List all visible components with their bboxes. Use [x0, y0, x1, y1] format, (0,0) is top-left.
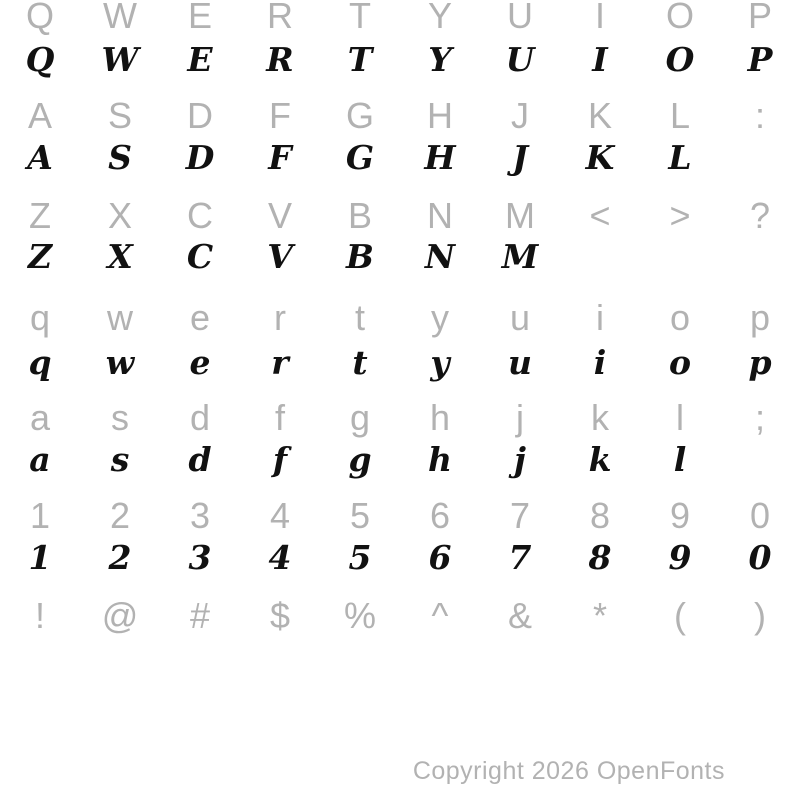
reference-char: k [591, 397, 609, 438]
script-glyph-char: Q [25, 40, 55, 79]
script-glyph-row [0, 343, 800, 383]
reference-char: P [747, 0, 772, 36]
reference-char: O [665, 0, 694, 36]
script-glyph-char: a [29, 440, 51, 479]
reference-char: w [107, 297, 133, 338]
script-glyph-char: T [347, 40, 373, 79]
reference-char: * [592, 595, 607, 636]
reference-char: # [189, 595, 211, 636]
script-glyph-char: X [107, 237, 133, 276]
script-glyph-char: 0 [748, 538, 772, 577]
reference-char: M [505, 195, 535, 236]
script-glyph-char: l [673, 440, 687, 479]
script-glyph-char: K [585, 138, 615, 177]
reference-char: H [427, 95, 453, 136]
reference-char: 0 [749, 495, 771, 536]
script-glyph-char: 6 [428, 538, 452, 577]
script-glyph-char: t [352, 343, 368, 382]
script-glyph-char: d [188, 440, 212, 479]
script-glyph-char: Z [27, 237, 53, 276]
reference-char-row [0, 196, 800, 236]
script-glyph-char: 1 [28, 538, 52, 577]
script-glyph-row [0, 440, 800, 480]
script-glyph-row [0, 237, 800, 277]
reference-char: 5 [349, 495, 371, 536]
reference-char: I [594, 0, 605, 36]
reference-char: V [267, 195, 292, 236]
script-glyph-row [0, 138, 800, 178]
script-glyph-char [720, 138, 800, 178]
copyright-text: Copyright 2026 OpenFonts [412, 757, 725, 785]
script-glyph-char: y [430, 343, 450, 382]
script-glyph-char: G [345, 138, 375, 177]
reference-char-row [0, 596, 800, 636]
script-glyph-char: W [101, 40, 139, 79]
script-glyph-char: f [272, 440, 288, 479]
reference-char: e [189, 297, 211, 338]
reference-char: X [107, 195, 132, 236]
reference-char: p [749, 297, 771, 338]
reference-char: ^ [431, 595, 449, 636]
reference-char: D [187, 95, 213, 136]
reference-char: ? [749, 195, 771, 236]
reference-char: Y [427, 0, 452, 36]
reference-char: U [507, 0, 533, 36]
script-glyph-char [640, 237, 720, 277]
reference-char: A [27, 95, 52, 136]
reference-char: a [29, 397, 51, 438]
reference-char: & [507, 595, 532, 636]
reference-char: o [669, 297, 691, 338]
reference-char: C [187, 195, 213, 236]
script-glyph-char: C [186, 237, 214, 276]
reference-char: d [189, 397, 211, 438]
script-glyph-char: r [271, 343, 289, 382]
reference-char: j [516, 397, 524, 438]
script-glyph-char: 5 [348, 538, 372, 577]
reference-char: : [754, 95, 765, 136]
script-glyph-char [720, 440, 800, 480]
script-glyph-char: P [747, 40, 773, 79]
script-glyph-char: M [501, 237, 539, 276]
reference-char: T [349, 0, 371, 36]
reference-char: R [267, 0, 293, 36]
script-glyph-char: p [748, 343, 772, 382]
reference-char: f [274, 397, 285, 438]
reference-char: y [431, 297, 449, 338]
script-glyph-char: D [185, 138, 215, 177]
script-glyph-char: 4 [268, 538, 292, 577]
script-glyph-char: 3 [188, 538, 212, 577]
reference-char: B [347, 195, 372, 236]
script-glyph-char: R [266, 40, 294, 79]
script-glyph-char: h [428, 440, 452, 479]
script-glyph-char: u [508, 343, 532, 382]
reference-char: 8 [589, 495, 611, 536]
reference-char: Z [29, 195, 51, 236]
reference-char: L [669, 95, 691, 136]
reference-char: G [345, 95, 374, 136]
script-glyph-char: 7 [508, 538, 532, 577]
script-glyph-char: L [668, 138, 692, 177]
reference-char: ( [674, 595, 686, 636]
reference-char: g [349, 397, 371, 438]
script-glyph-char: B [346, 237, 374, 276]
script-glyph-char: F [268, 138, 292, 177]
reference-char: 2 [109, 495, 131, 536]
reference-char: @ [101, 595, 139, 636]
reference-char: ) [754, 595, 766, 636]
script-glyph-char: 8 [588, 538, 612, 577]
reference-char: l [676, 397, 684, 438]
reference-char: % [343, 595, 376, 636]
reference-char: s [111, 397, 129, 438]
reference-char: 7 [509, 495, 531, 536]
reference-char: 6 [429, 495, 451, 536]
reference-char: $ [269, 595, 291, 636]
script-glyph-char: o [668, 343, 691, 382]
reference-char: q [29, 297, 51, 338]
script-glyph-char [720, 237, 800, 277]
reference-char: t [354, 297, 365, 338]
script-glyph-char: Y [428, 40, 452, 79]
reference-char: ; [754, 397, 765, 438]
script-glyph-char: I [592, 40, 608, 79]
reference-char-row [0, 96, 800, 136]
script-glyph-char: 9 [668, 538, 692, 577]
reference-char: S [107, 95, 132, 136]
script-glyph-char: S [108, 138, 132, 177]
script-glyph-row [0, 538, 800, 578]
script-glyph-char: k [588, 440, 612, 479]
reference-char-row [0, 496, 800, 536]
script-glyph-char: i [593, 343, 607, 382]
script-glyph-char: O [665, 40, 695, 79]
reference-char: > [669, 195, 691, 236]
script-glyph-char: V [267, 237, 293, 276]
script-glyph-row [0, 40, 800, 80]
reference-char-row [0, 298, 800, 338]
script-glyph-char: H [424, 138, 456, 177]
reference-char: ! [34, 595, 45, 636]
script-glyph-char: 2 [108, 538, 132, 577]
reference-char: 3 [189, 495, 211, 536]
script-glyph-char: j [514, 440, 526, 479]
script-glyph-char: A [27, 138, 53, 177]
script-glyph-char: E [187, 40, 213, 79]
reference-char: E [187, 0, 212, 36]
reference-char: < [589, 195, 611, 236]
script-glyph-char: U [505, 40, 535, 79]
reference-char: N [427, 195, 453, 236]
script-glyph-char: w [105, 343, 135, 382]
reference-char: 9 [669, 495, 691, 536]
reference-char: h [429, 397, 451, 438]
script-glyph-char: g [348, 440, 372, 479]
reference-char: F [269, 95, 291, 136]
reference-char: Q [25, 0, 54, 36]
script-glyph-char: N [424, 237, 456, 276]
reference-char-row [0, 398, 800, 438]
script-glyph-char: q [28, 343, 52, 382]
script-glyph-char [560, 237, 640, 277]
script-glyph-char: e [189, 343, 211, 382]
reference-char: 1 [29, 495, 51, 536]
reference-char: K [587, 95, 612, 136]
script-glyph-char: s [110, 440, 130, 479]
reference-char: 4 [269, 495, 291, 536]
reference-char: i [596, 297, 604, 338]
reference-char: W [103, 0, 137, 36]
reference-char: u [509, 297, 531, 338]
reference-char: r [274, 297, 286, 338]
script-glyph-char: J [512, 138, 528, 177]
reference-char: J [511, 95, 529, 136]
reference-char-row [0, 0, 800, 36]
